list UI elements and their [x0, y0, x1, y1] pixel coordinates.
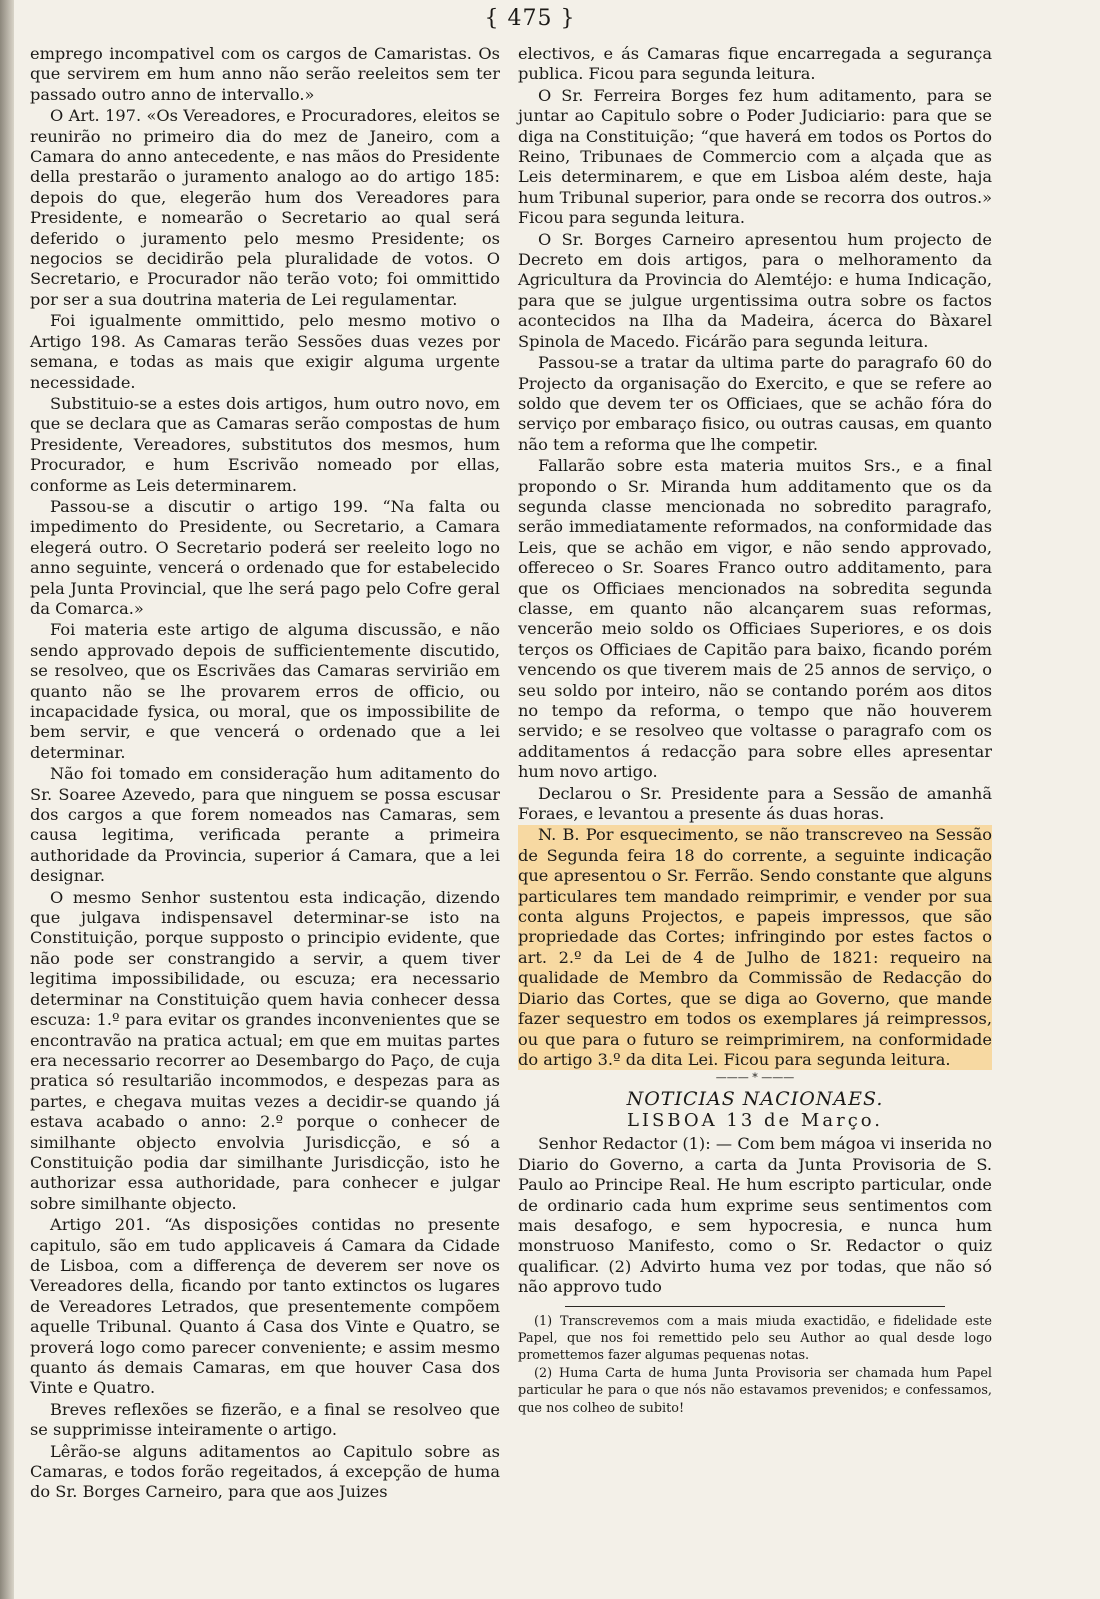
article-paragraph: O Art. 197. «Os Vereadores, e Procuradores, eleitos se reunirão no primeiro dia do mez de Janeiro, com a Camara do anno antecedente, e nas mãos do Presidente della prestarão o juramento analogo ao do artigo 185: depois do que, elegerão hum dos Vereadores para Presidente, e nomearão o Secretario ao qual será deferido o juramento pelo mesmo Presidente; os negocios se decidirão pela pluralidade de votos. O Secretario, e Procurador não terão voto; foi ommittido por ser a sua doutrina materia de Lei regulamentar. — [30, 106, 500, 309]
article-paragraph: Breves reflexões se fizerão, e a final se resolveo que se supprimisse inteiramente o artigo. — [30, 1399, 500, 1440]
page-number: { 475 } — [484, 6, 576, 31]
article-paragraph: O Sr. Ferreira Borges fez hum aditamento, para se juntar ao Capitulo sobre o Poder Judiciario: para que se diga na Constituição; “que haverá em todos os Portos do Reino, Tribunaes de Commercio com a alçada que as Leis determinarem, e que em Lisboa além deste, haja hum Tribunal superior, para onde se recorra dos outros.» Ficou para segunda leitura. — [518, 85, 992, 228]
article-paragraph: Lêrão-se alguns aditamentos ao Capitulo sobre as Camaras, e todos forão regeitados, á excepção de huma do Sr. Borges Carneiro, para que aos Juizes — [30, 1441, 500, 1502]
article-paragraph: O Sr. Borges Carneiro apresentou hum projecto de Decreto em dois artigos, para o melhoramento da Agricultura da Provincia do Alemtéjo: e huma Indicação, para que se julgue urgentissima outra sobre os factos acontecidos na Ilha da Madeira, ácerca do Bàxarel Spinola de Macedo. Ficárão para segunda leitura. — [518, 229, 992, 351]
article-paragraph: Foi igualmente ommittido, pelo mesmo motivo o Artigo 198. As Camaras terão Sessões duas vezes por semana, e todas as mais que exigir alguma urgente necessidade. — [30, 311, 500, 392]
footnote-2: (2) Huma Carta de huma Junta Provisoria ser chamada hum Papel particular he para o que nós não estavamos prevenidos; e confessamos, que nos colheo de subito! — [518, 1366, 992, 1416]
article-paragraph: Substituio-se a estes dois artigos, hum outro novo, em que se declara que as Camaras serão compostas de hum Presidente, Vereadores, substitutos dos mesmos, hum Procurador, e hum Escrivão nomeado por ellas, conforme as Leis determinarem. — [30, 393, 500, 495]
article-paragraph: Declarou o Sr. Presidente para a Sessão de amanhã Foraes, e levantou a presente ás duas horas. — [518, 783, 992, 824]
section-title: NOTICIAS NACIONAES. — [626, 1088, 884, 1111]
article-paragraph: Passou-se a tratar da ultima parte do paragrafo 60 do Projecto da organisação do Exercito, e que se refere ao soldo que devem ter os Officiaes, que se achão fóra do serviço por embaraço fisico, ou outras causas, em quanto não tem a reforma que lhe competir. — [518, 353, 992, 454]
article-paragraph: Artigo 201. “As disposições contidas no presente capitulo, são em tudo applicaveis á Camara da Cidade de Lisboa, com a differença de deverem ser nove os Vereadores della, ficando por tanto extinctos os lugares de Vereadores Letrados, que presentemente compõem aquelle Tribunal. Quanto á Casa dos Vinte e Quatro, se proverá logo como parecer conveniente; e assim mesmo quanto ás demais Camaras, em que houver Casa dos Vinte e Quatro. — [30, 1215, 500, 1398]
article-paragraph: emprego incompativel com os cargos de Camaristas. Os que servirem em hum anno não serão reeleitos sem ter passado outro anno de intervallo.» — [30, 44, 500, 104]
left-column — [30, 44, 500, 1504]
right-column-paragraphs — [518, 44, 992, 1070]
section-ornament: ——— * ——— — [715, 1071, 795, 1085]
footnote-1: (1) Transcrevemos com a mais miuda exactidão, e fidelidade este Papel, que nos foi remettido pelo seu Author ao qual desde logo promettemos fazer algumas pequenas notas. — [518, 1313, 992, 1363]
article-paragraph: Fallarão sobre esta materia muitos Srs., e a final propondo o Sr. Miranda hum additamento que os da segunda classe mencionada no sobredito paragrafo, serão immediatamente reformados, na conformidade das Leis, que se achão em vigor, e não sendo approvado, offereceo o Sr. Soares Franco outro additamento, para que os Officiaes mencionados na sobredita segunda classe, em quanto não alcançarem suas reformas, vencerão meio soldo os Officiaes Superiores, e os dois terços os Officiaes de Capitão para baixo, ficando porém vencendo os que tiverem mais de 25 annos de serviço, o seu soldo por inteiro, não se contando porém aos ditos no tempo da reforma, o tempo que não houverem servido; e se resolveo que voltasse o paragrafo com os additamentos á redacção para sobre elles apresentar hum novo artigo. — [518, 456, 992, 782]
dateline: LISBOA 13 de Março. — [626, 1110, 884, 1132]
article-paragraph: Foi materia este artigo de alguma discussão, e não sendo approvado depois de sufficientemente discutido, se resolveo, que os Escrivães das Camaras servirião em quanto não se lhe provarem erros de officio, ou incapacidade fysica, ou moral, que os impossibilite de bem servir, e que vencerá o ordenado que a lei determinar. — [30, 620, 500, 762]
article-paragraph: O mesmo Senhor sustentou esta indicação, dizendo que julgava indispensavel determinar-se isto na Constituição, porque supposto o principio evidente, que não pode ser constrangido a servir, a quem tiver legitima impossibilidade, ou escuza; era necessario determinar na Constituição quem havia conhecer dessa escuza: 1.º para evitar os grandes inconvenientes que se encontravão na pratica actual; em que em muitas partes era necessario recorrer ao Desembargo do Paço, de cuja pratica só resultarião incommodos, e despezas para as partes, e chegava muitas vezes a decidir-se quando já estava acabado o anno: 2.º porque o conhecer de similhante objecto envolvia Jurisdicção, e só a Constituição podia dar similhante Jurisdicção, isto he authorizar essa authoridade, para conhecer e julgar sobre similhante objecto. — [30, 887, 500, 1213]
article-paragraph: electivos, e ás Camaras fique encarregada a segurança publica. Ficou para segunda leitura. — [518, 44, 992, 84]
highlighted-paragraph: N. B. Por esquecimento, se não transcreveo na Sessão de Segunda feira 18 do corrente, a seguinte indicação que apresentou o Sr. Ferrão. Sendo constante que alguns particulares tem mandado reimprimir, e vender por sua conta alguns Projectos, e papeis impressos, que são propriedade das Cortes; infringindo por estes factos o art. 2.º da Lei de 4 de Julho de 1821: requeiro na qualidade de Membro da Commissão de Redacção do Diario das Cortes, que se diga ao Governo, que mande fazer sequestro em todos os exemplares já reimpressos, ou que para o futuro se reimprimirem, na conformidade do artigo 3.º da dita Lei. Ficou para segunda leitura. — [518, 825, 992, 1069]
article-paragraph: Passou-se a discutir o artigo 199. “Na falta ou impedimento do Presidente, ou Secretario, a Camara elegerá outro. O Secretario poderá ser reeleito logo no anno seguinte, vencerá o ordenado que for estabelecido pela Junta Provincial, que lhe será pago pelo Cofre geral da Comarca.» — [30, 496, 500, 618]
news-paragraph: Senhor Redactor (1): — Com bem mágoa vi inserida no Diario do Governo, a carta da Junta Provisoria de S. Paulo ao Principe Real. He hum escripto particular, onde de ordinario cada hum exprime seus sentimentos com mais desafogo, e sem hypocresia, e nunca hum monstruoso Manifesto, como o Sr. Redactor o quiz qualificar. (2) Advirto huma vez por todas, que não só não approvo tudo — [518, 1134, 992, 1297]
right-column — [518, 44, 992, 1418]
footnote-separator — [565, 1306, 945, 1307]
page-binding-edge — [0, 0, 14, 1599]
article-paragraph: Não foi tomado em consideração hum aditamento do Sr. Soaree Azevedo, para que ninguem se possa escusar dos cargos a que forem nomeados nas Camaras, sem causa legitima, verificada perante a primeira authoridade da Provincia, superior á Camara, que a lei designar. — [30, 764, 500, 886]
